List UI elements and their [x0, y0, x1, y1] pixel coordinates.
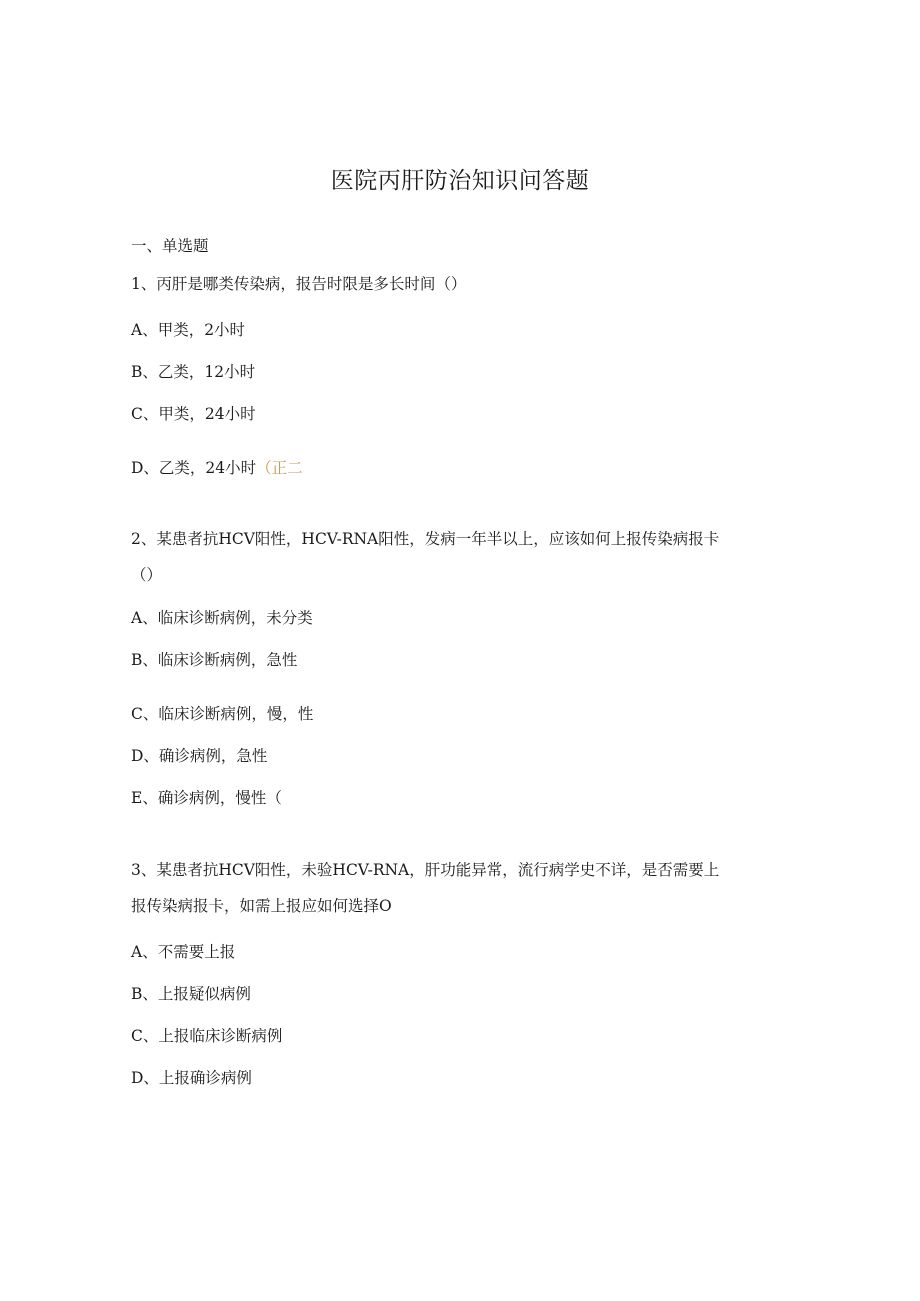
answer-mark: （正二	[256, 459, 303, 477]
question-2-option-a: A、临床诊断病例，未分类	[131, 609, 313, 627]
question-2-option-e: E、确诊病例，慢性（	[131, 789, 282, 807]
question-2-option-c: C、临床诊断病例，慢，性	[131, 705, 314, 723]
document-title: 医院丙肝防治知识问答题	[330, 168, 590, 194]
question-1-option-d-line	[131, 456, 303, 478]
question-3-option-d: D、上报确诊病例	[131, 1069, 252, 1087]
question-1-option-a: A、甲类，2小时	[131, 321, 246, 339]
question-1-option-d: D、乙类，24小时	[131, 459, 257, 477]
question-3-option-a: A、不需要上报	[131, 943, 236, 961]
question-2-option-d: D、确诊病例，急性	[131, 747, 268, 765]
question-2-option-b: B、临床诊断病例，急性	[131, 651, 298, 669]
question-2-stem-line-2: （）	[131, 566, 163, 584]
question-1-option-b: B、乙类，12小时	[131, 363, 256, 381]
question-3-option-c: C、上报临床诊断病例	[131, 1027, 283, 1045]
question-1-stem: 1、丙肝是哪类传染病，报告时限是多长时间（）	[131, 275, 467, 293]
question-3-stem-line-2: 报传染病报卡，如需上报应如何选择O	[131, 897, 392, 915]
section-heading: 一、单选题	[131, 237, 209, 255]
question-1-option-c: C、甲类，24小时	[131, 405, 256, 423]
question-3-stem-line-1: 3、某患者抗HCV阳性，未验HCV-RNA，肝功能异常，流行病学史不详，是否需要上	[131, 861, 720, 879]
question-3-option-b: B、上报疑似病例	[131, 985, 251, 1003]
question-2-stem-line-1: 2、某患者抗HCV阳性，HCV-RNA阳性，发病一年半以上，应该如何上报传染病报卡	[131, 530, 720, 548]
